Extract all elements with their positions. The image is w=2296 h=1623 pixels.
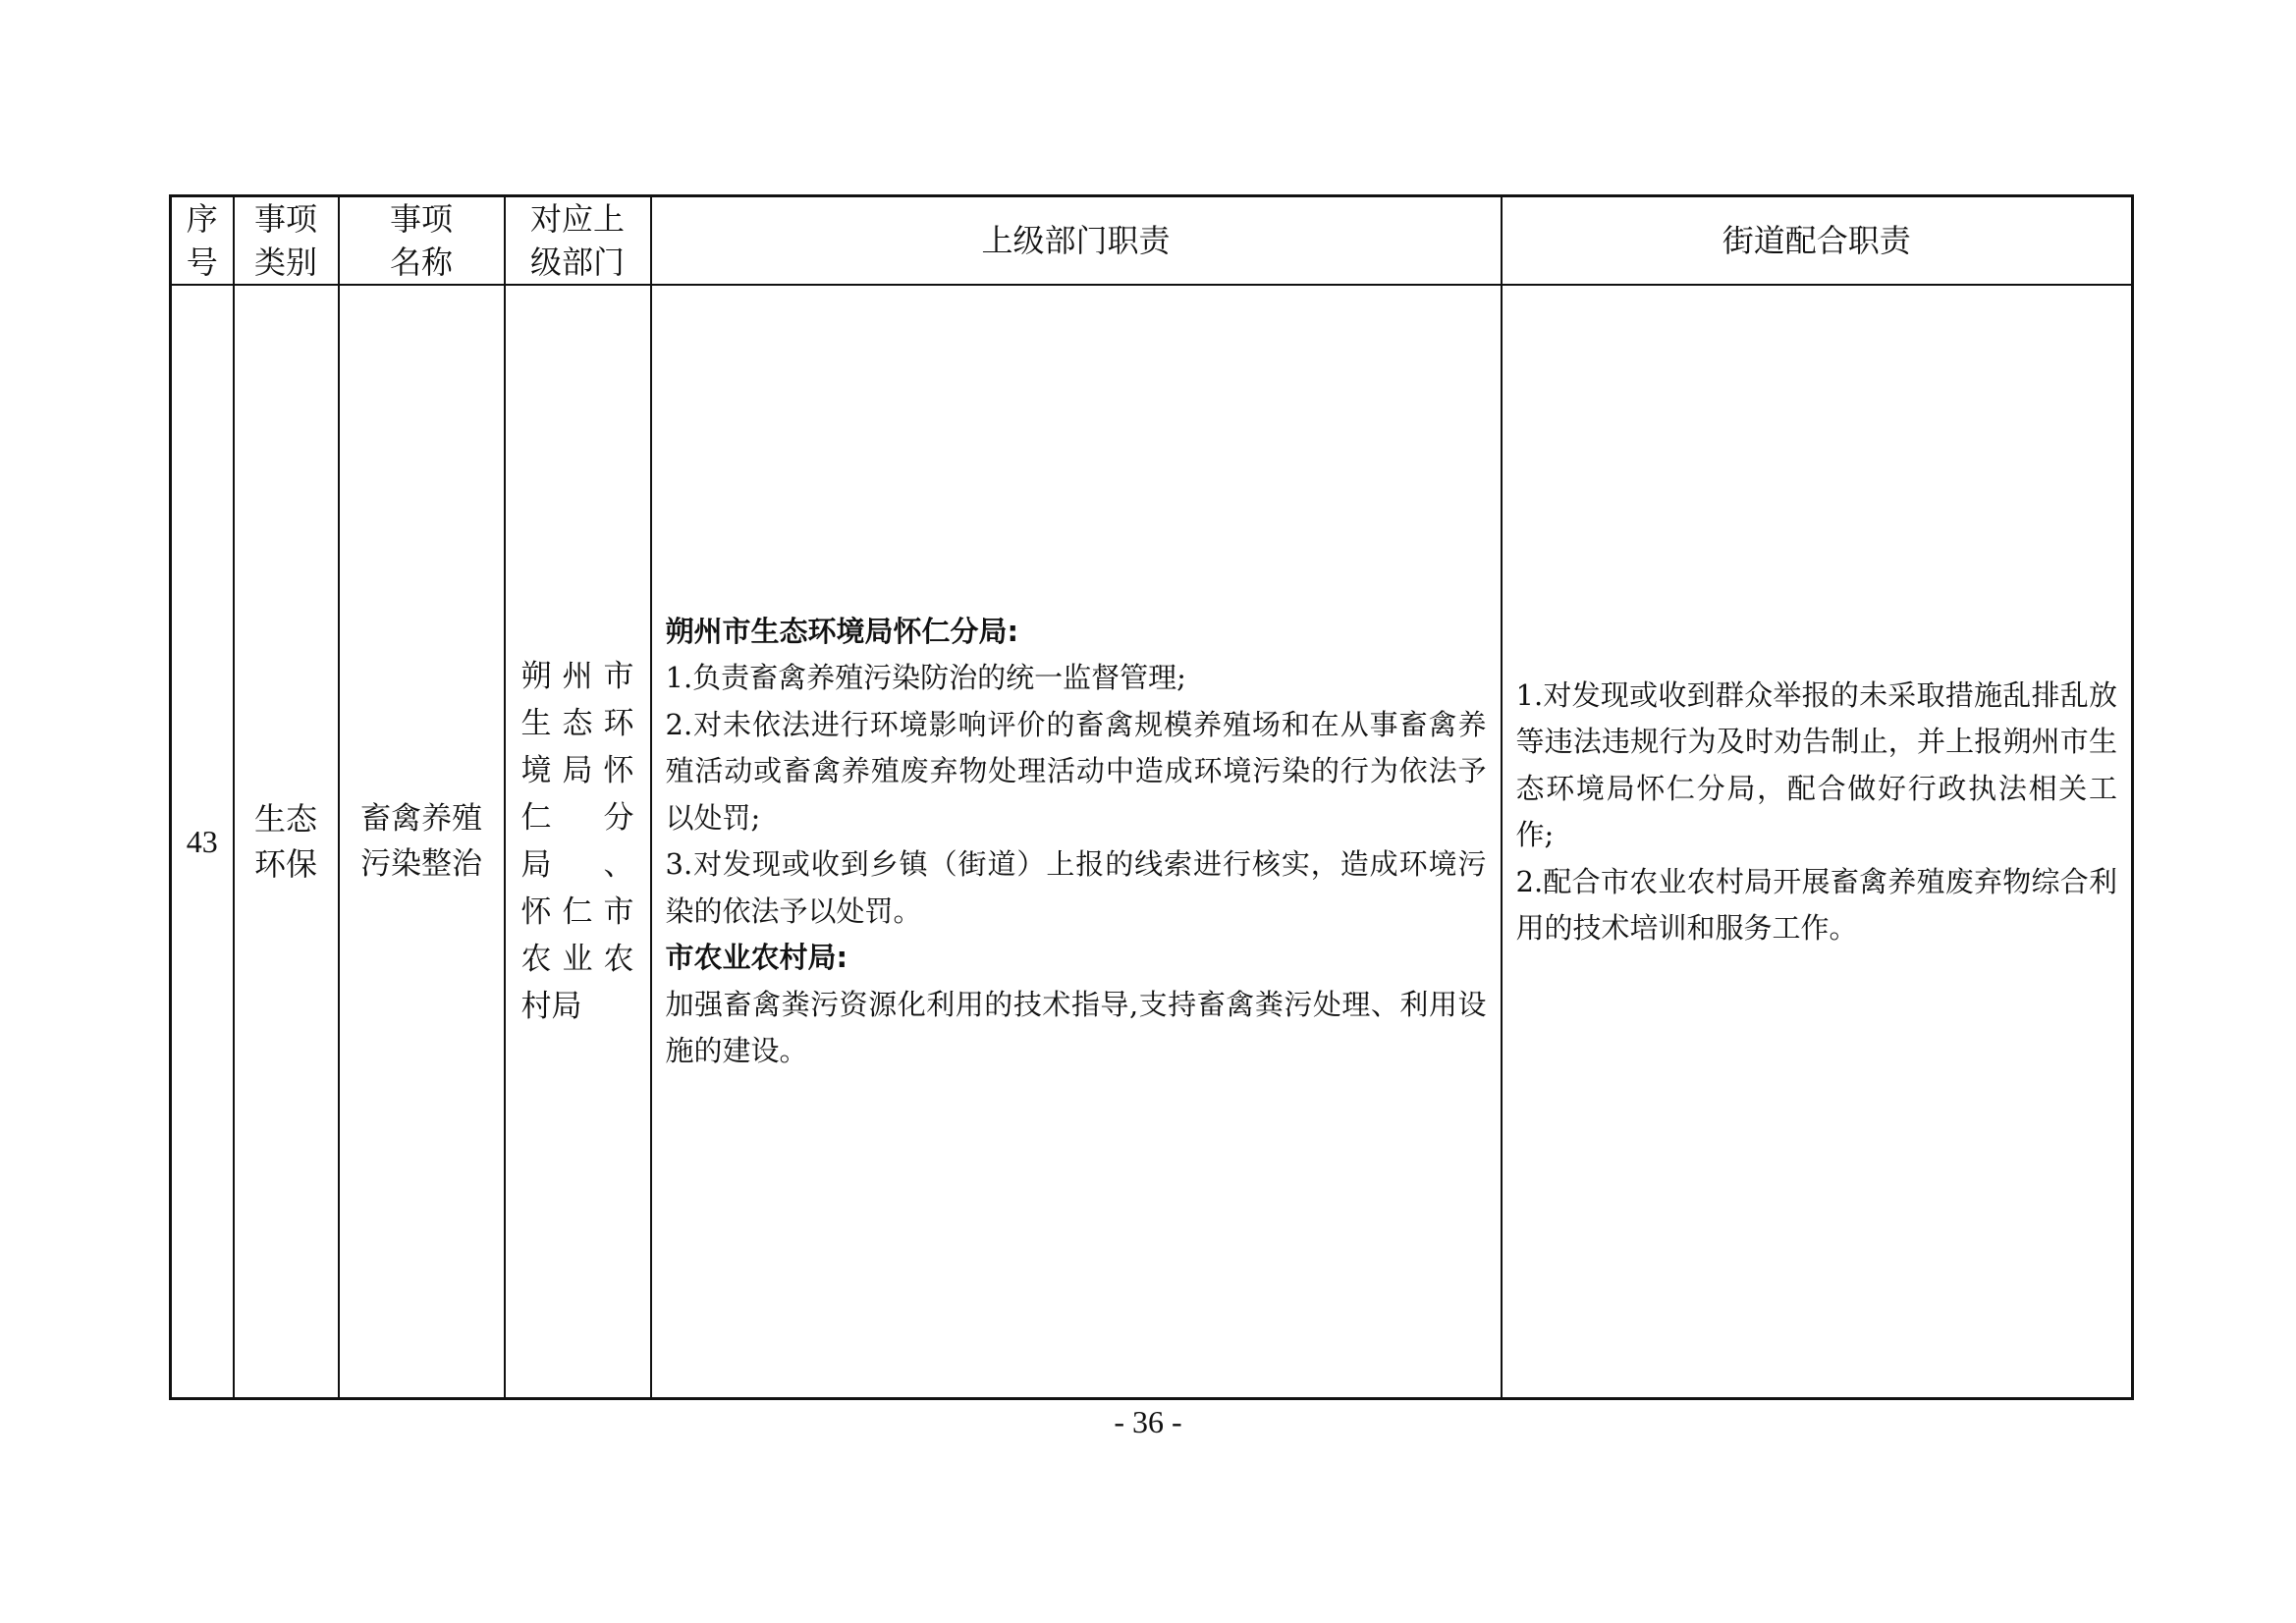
superior-duty-item: 加强畜禽粪污资源化利用的技术指导,支持畜禽粪污处理、利用设施的建设。 — [665, 987, 1487, 1067]
superior-duty-heading: 朔州市生态环境局怀仁分局: — [665, 614, 1019, 648]
department-line: 村局 — [520, 989, 582, 1024]
header-seq-line: 序 — [186, 200, 218, 238]
row-department — [505, 285, 651, 1399]
superior-duty-heading: 市农业农村局: — [665, 941, 848, 974]
department-line: 仁分局、 — [520, 800, 634, 883]
row-street-duty — [1502, 285, 2133, 1399]
row-name-line: 畜禽养殖 — [360, 801, 482, 837]
department-line: 农 业 农 — [520, 942, 634, 977]
row-name — [339, 285, 505, 1399]
header-superior-duty: 上级部门职责 — [651, 196, 1502, 286]
header-department-line: 对应上 — [529, 200, 625, 238]
street-duty-item: 1.对发现或收到群众举报的未采取措施乱排乱放等违法违规行为及时劝告制止，并上报朔州市生态环境局怀仁分局，配合做好行政执法相关工作; — [1515, 677, 2117, 851]
header-department-line: 级部门 — [529, 243, 625, 281]
header-seq — [171, 196, 234, 286]
department-line: 境 局 怀 — [520, 753, 634, 788]
header-street-duty: 街道配合职责 — [1502, 196, 2133, 286]
superior-duty-item: 3.对发现或收到乡镇（街道）上报的线索进行核实，造成环境污染的依法予以处罚。 — [665, 847, 1487, 928]
table-header-row — [171, 196, 2133, 286]
header-name-line: 名称 — [389, 243, 453, 281]
header-seq-line: 号 — [186, 243, 218, 281]
header-category-line: 类别 — [253, 243, 317, 281]
row-category — [234, 285, 339, 1399]
row-category-line: 生态 — [253, 800, 317, 838]
row-category-line: 环保 — [253, 845, 317, 883]
header-name — [339, 196, 505, 286]
table-row — [171, 285, 2133, 1399]
header-name-line: 事项 — [389, 200, 453, 238]
header-department — [505, 196, 651, 286]
row-name-line: 污染整治 — [360, 846, 482, 882]
row-seq: 43 — [171, 285, 234, 1399]
department-line: 朔 州 市 — [520, 659, 634, 694]
department-line: 生 态 环 — [520, 706, 634, 741]
department-line: 怀 仁 市 — [520, 894, 634, 930]
header-category — [234, 196, 339, 286]
responsibility-table — [169, 194, 2134, 1400]
page-number: - 36 - — [1114, 1404, 1182, 1439]
superior-duty-item: 1.负责畜禽养殖污染防治的统一监督管理; — [665, 661, 1186, 694]
row-superior-duty — [651, 285, 1502, 1399]
street-duty-item: 2.配合市农业农村局开展畜禽养殖废弃物综合利用的技术培训和服务工作。 — [1515, 864, 2117, 945]
superior-duty-item: 2.对未依法进行环境影响评价的畜禽规模养殖场和在从事畜禽养殖活动或畜禽养殖废弃物处理活动中造成环境污染的行为依法予以处罚; — [665, 707, 1487, 835]
header-category-line: 事项 — [253, 200, 317, 238]
